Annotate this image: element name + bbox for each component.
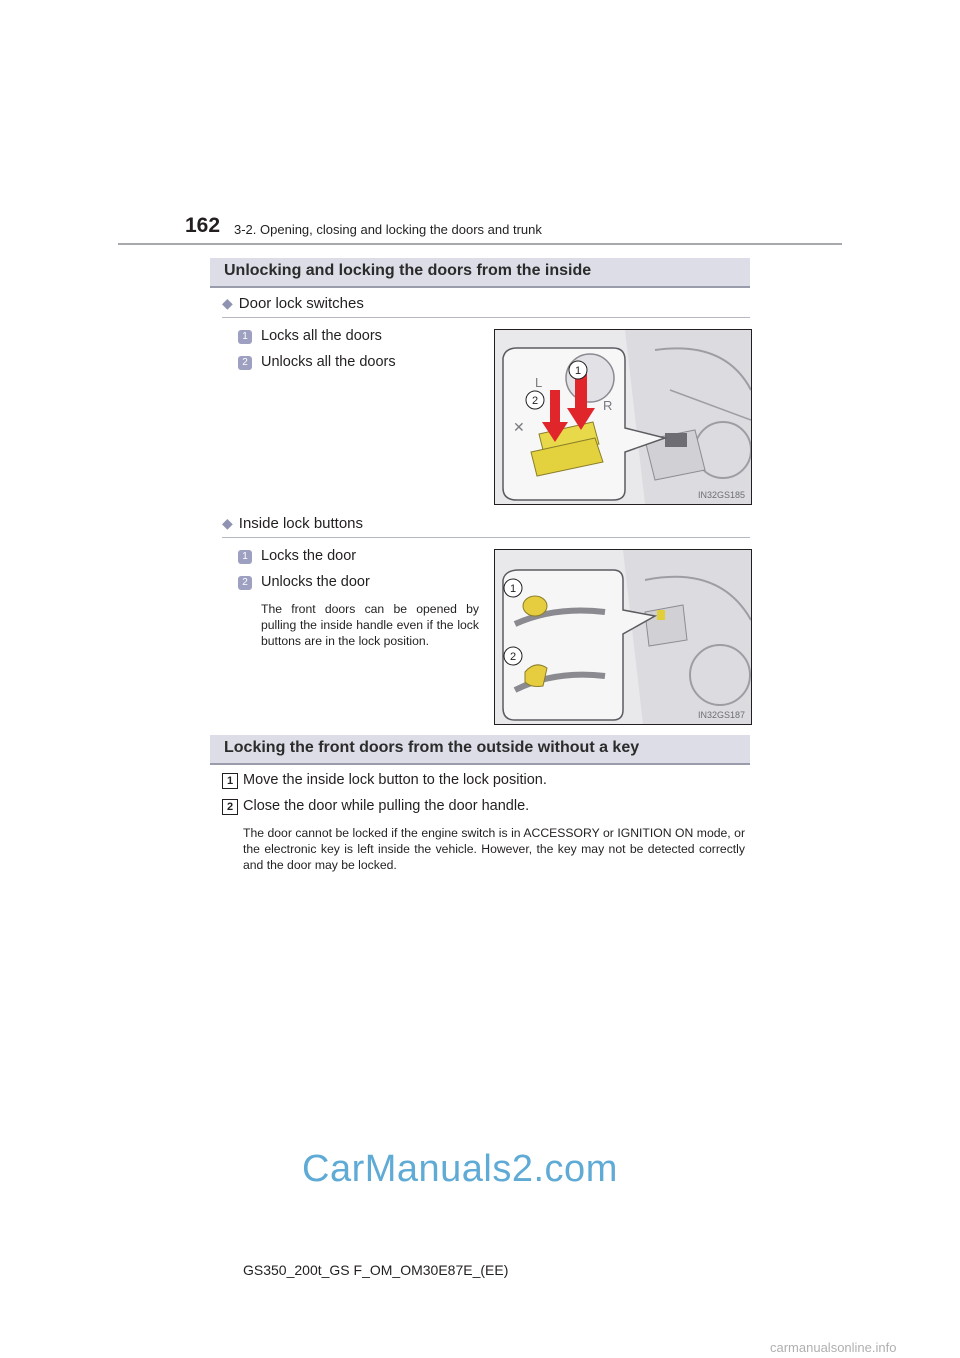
- inside-lock-button-illustration: [494, 549, 752, 725]
- diamond-icon: ◆: [222, 295, 233, 311]
- step-text: Close the door while pulling the door handle.: [243, 798, 530, 814]
- item-number-badge: 1: [238, 330, 252, 344]
- note-text: The front doors can be opened by pulling the inside handle even if the lock buttons are in the lock position.: [261, 602, 479, 648]
- svg-text:1: 1: [510, 583, 517, 595]
- step-number-box: 2: [222, 799, 238, 815]
- svg-text:2: 2: [532, 395, 539, 407]
- figure-code: IN32GS187: [697, 710, 745, 720]
- subsection-heading: [222, 515, 363, 532]
- step-number-box: 1: [222, 773, 238, 789]
- section-title-bar: [210, 258, 750, 288]
- subsection-rule: [222, 317, 750, 318]
- running-head: 3-2. Opening, closing and locking the doors and trunk: [234, 222, 542, 237]
- item-text: Unlocks the door: [261, 574, 370, 590]
- item-number-badge: 2: [238, 356, 252, 370]
- subsection-title: Inside lock buttons: [238, 515, 364, 532]
- diamond-icon: ◆: [222, 515, 233, 531]
- step-text: Move the inside lock button to the lock position.: [243, 772, 547, 788]
- item-number-badge: 1: [238, 550, 252, 564]
- door-lock-switch-illustration: [494, 329, 752, 505]
- section-title: Locking the front doors from the outside without a key: [224, 739, 640, 756]
- figure-code: IN32GS185: [697, 490, 745, 500]
- svg-text:L: L: [535, 375, 543, 390]
- item-text: Locks the door: [261, 548, 357, 564]
- header-rule: [118, 243, 842, 245]
- svg-text:2: 2: [510, 651, 517, 663]
- subsection-heading: [222, 295, 364, 312]
- subsection-rule: [222, 537, 750, 538]
- watermark-logo: CarManuals2.com: [302, 1148, 618, 1190]
- page-number: 162: [185, 214, 221, 237]
- item-number-badge: 2: [238, 576, 252, 590]
- section-title: Unlocking and locking the doors from the inside: [224, 262, 592, 279]
- note-text: The door cannot be locked if the engine switch is in ACCESSORY or IGNITION ON mode, or the electronic key is left inside the vehicle. However, the key may not be detected correctly and the door may be locked.: [243, 826, 745, 872]
- svg-text:R: R: [603, 398, 613, 413]
- item-text: Unlocks all the doors: [261, 354, 396, 370]
- section-title-bar: [210, 735, 750, 765]
- subsection-title: Door lock switches: [238, 295, 364, 312]
- svg-text:✕: ✕: [513, 419, 525, 435]
- watermark-footer: carmanualsonline.info: [770, 1340, 897, 1355]
- footer-model-code: GS350_200t_GS F_OM_OM30E87E_(EE): [243, 1262, 509, 1278]
- svg-text:1: 1: [575, 365, 582, 377]
- item-text: Locks all the doors: [261, 328, 382, 344]
